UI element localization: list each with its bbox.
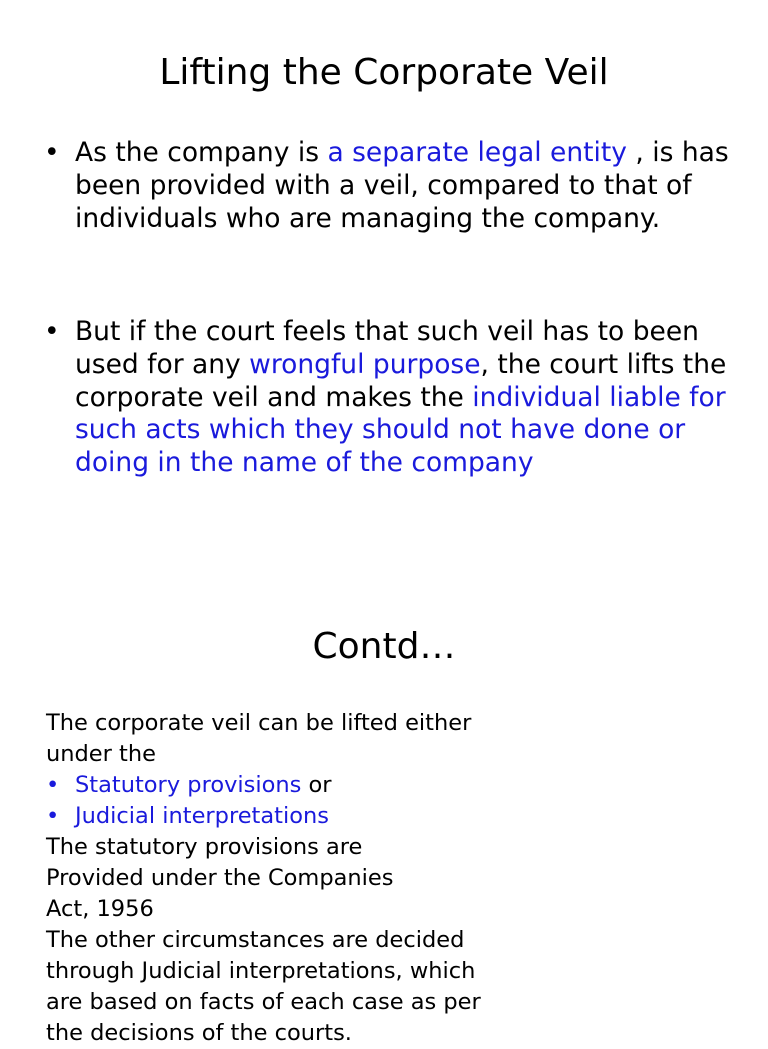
- body-line: The statutory provisions are: [46, 834, 363, 860]
- list-item-statutory: [46, 770, 526, 801]
- bullet-dot: •: [44, 316, 60, 347]
- bullet-dot: •: [46, 803, 60, 829]
- bullet-text-plain: , is has been provided with a veil, compared to that of individuals who are managing the company.: [75, 137, 729, 234]
- list-item-text: Statutory provisions: [75, 772, 302, 798]
- body-line: The other circumstances are decided: [46, 927, 465, 953]
- bullet-text-plain: But if the court feels that such veil has to been used for any: [75, 316, 699, 380]
- bullet-text: [75, 137, 734, 235]
- list-item-text: Judicial interpretations: [75, 803, 329, 829]
- list-item-suffix: or: [301, 772, 332, 798]
- highlight-separate-legal-entity: a separate legal entity: [327, 137, 627, 168]
- body-line: the decisions of the courts.: [46, 1020, 352, 1046]
- bullet-dot: •: [46, 772, 60, 798]
- bullet-text-plain: , the court lifts the corporate veil and makes the: [75, 348, 727, 413]
- body-line: under the: [46, 741, 156, 767]
- body-line: Act, 1956: [46, 896, 154, 922]
- slide-title-contd: Contd…: [312, 626, 456, 667]
- highlight-individual-liable: individual liable for such acts which they should not have done or doing in the name of the company: [75, 381, 726, 479]
- body-line: Provided under the Companies: [46, 865, 394, 891]
- body-line: The corporate veil can be lifted either: [46, 710, 472, 736]
- slide-body-text: [46, 708, 526, 1049]
- list-item-judicial: [46, 801, 526, 832]
- bullet-separate-entity: [44, 137, 734, 235]
- bullet-text: [75, 316, 734, 480]
- highlight-wrongful-purpose: wrongful purpose: [249, 348, 481, 380]
- body-line: through Judicial interpretations, which: [46, 958, 476, 984]
- body-line: are based on facts of each case as per: [46, 989, 481, 1015]
- bullet-court-lifts-veil: [44, 316, 734, 480]
- bullet-dot: •: [44, 137, 60, 168]
- bullet-text-plain: As the company is: [75, 137, 328, 168]
- slide-title: Lifting the Corporate Veil: [159, 52, 609, 93]
